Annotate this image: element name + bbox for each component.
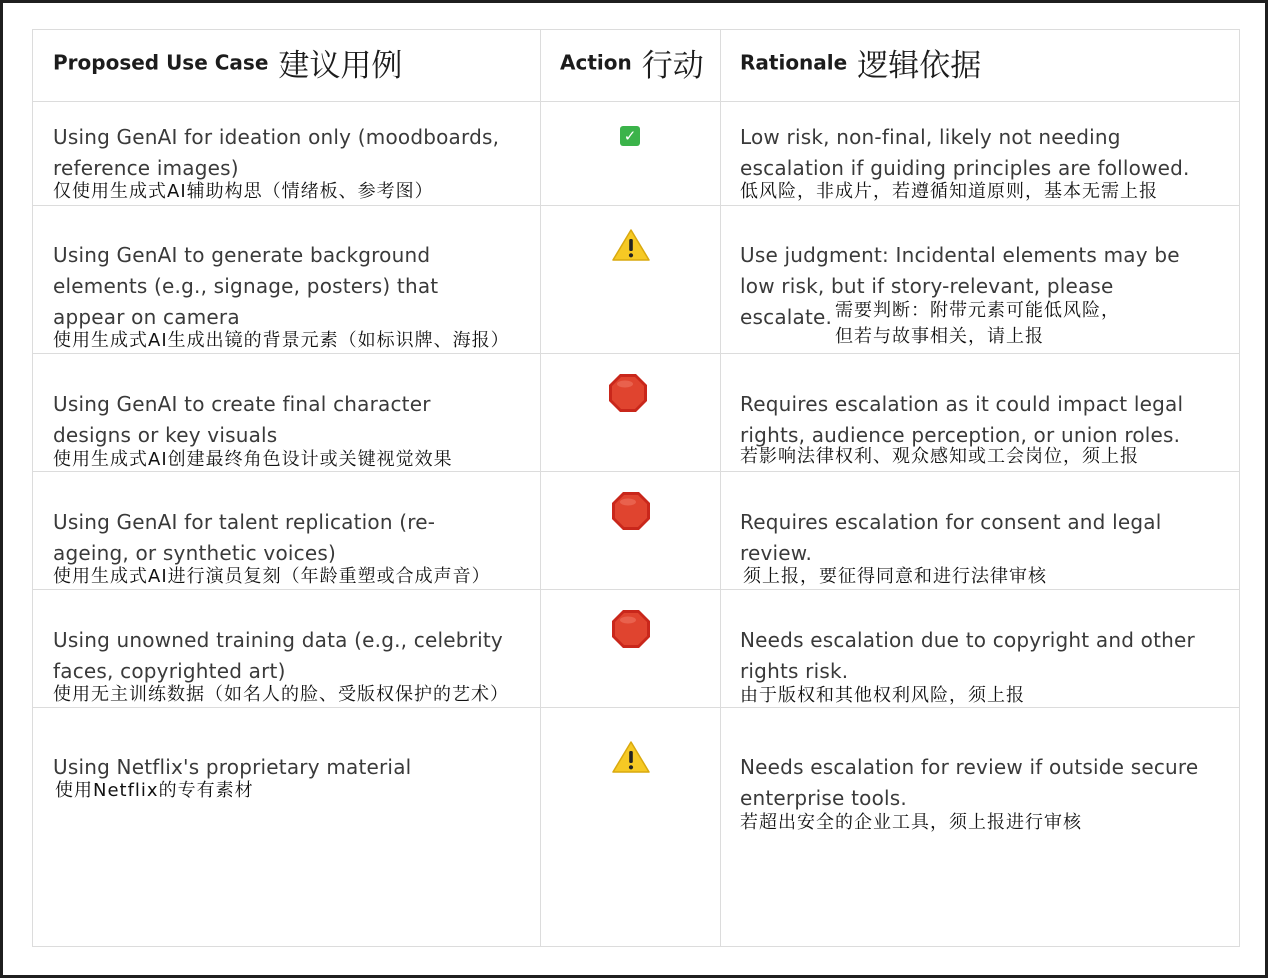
rationale-en-line: Use judgment: Incidental elements may be — [740, 243, 1180, 267]
use-case-en-line: appear on camera — [53, 305, 240, 329]
header-use-case-en: Proposed Use Case — [53, 50, 269, 75]
header-action — [560, 40, 704, 85]
header-action-zh: 行动 — [641, 48, 704, 84]
use-case-en-line: ageing, or synthetic voices) — [53, 541, 336, 565]
rationale-zh: 由于版权和其他权利风险，须上报 — [740, 685, 1025, 706]
column-divider — [540, 30, 541, 946]
use-case-zh: 使用生成式AI生成出镜的背景元素（如标识牌、海报） — [53, 330, 510, 351]
use-case-zh: 使用生成式AI创建最终角色设计或关键视觉效果 — [53, 449, 453, 470]
use-case-table — [32, 29, 1240, 947]
rationale-zh — [835, 299, 1120, 349]
rationale-zh-line: 需要判断：附带元素可能低风险， — [835, 300, 1120, 321]
use-case-en-line: Using GenAI to generate background — [53, 243, 431, 267]
use-case-en-line: elements (e.g., signage, posters) that — [53, 274, 439, 298]
use-case-zh: 使用Netflix的专有素材 — [55, 780, 254, 801]
table-row-use-case — [53, 625, 509, 707]
rationale-en-line: enterprise tools. — [740, 786, 907, 810]
rationale-en-line: Requires escalation for consent and legal — [740, 510, 1162, 534]
table-row-rationale — [740, 122, 1190, 204]
rationale-en-line: rights risk. — [740, 659, 849, 683]
use-case-en-line: designs or key visuals — [53, 423, 278, 447]
header-rationale — [740, 40, 981, 85]
rationale-en-line: Needs escalation due to copyright and other — [740, 628, 1195, 652]
use-case-en-line: faces, copyrighted art) — [53, 659, 286, 683]
use-case-zh: 使用生成式AI进行演员复刻（年龄重塑或合成声音） — [53, 566, 491, 587]
table-row-use-case — [53, 752, 411, 803]
stop-sign-icon — [611, 609, 651, 649]
table-row-use-case — [53, 507, 491, 589]
rationale-en-line: Low risk, non-final, likely not needing — [740, 125, 1121, 149]
row-divider — [33, 205, 1239, 206]
table-row-rationale — [740, 507, 1161, 589]
table-row-use-case — [53, 389, 453, 472]
row-divider — [33, 353, 1239, 354]
stop-sign-icon — [611, 491, 651, 531]
column-divider — [720, 30, 721, 946]
rationale-en-line: review. — [740, 541, 813, 565]
use-case-zh: 使用无主训练数据（如名人的脸、受版权保护的艺术） — [53, 684, 509, 705]
table-row-use-case — [53, 122, 499, 204]
use-case-en-line: reference images) — [53, 156, 239, 180]
rationale-en-line: low risk, but if story-relevant, please — [740, 274, 1114, 298]
use-case-zh: 仅使用生成式AI辅助构思（情绪板、参考图） — [53, 181, 434, 202]
rationale-en-line: Requires escalation as it could impact legal — [740, 392, 1184, 416]
table-row-rationale — [740, 389, 1183, 469]
rationale-zh-line: 但若与故事相关，请上报 — [835, 326, 1044, 347]
rationale-en-line: escalate. — [740, 305, 833, 329]
header-rationale-en: Rationale — [740, 50, 848, 75]
use-case-en-line: Using GenAI to create final character — [53, 392, 431, 416]
use-case-en-line: Using Netflix's proprietary material — [53, 755, 412, 779]
table-row-use-case — [53, 240, 510, 353]
rationale-en-line: Needs escalation for review if outside secure — [740, 755, 1199, 779]
rationale-zh: 若影响法律权利、观众感知或工会岗位，须上报 — [740, 446, 1139, 467]
use-case-en-line: Using GenAI for ideation only (moodboards, — [53, 125, 500, 149]
row-divider — [33, 589, 1239, 590]
rationale-zh: 低风险，非成片，若遵循知道原则，基本无需上报 — [740, 181, 1158, 202]
warning-icon — [611, 228, 651, 262]
rationale-zh: 须上报，要征得同意和进行法律审核 — [743, 566, 1047, 587]
header-action-en: Action — [560, 50, 632, 75]
table-row-rationale — [740, 752, 1198, 835]
stop-sign-icon — [608, 373, 648, 413]
rationale-zh: 若超出安全的企业工具，须上报进行审核 — [740, 812, 1082, 833]
header-rationale-zh: 逻辑依据 — [857, 48, 982, 84]
row-divider — [33, 101, 1239, 102]
use-case-en-line: Using unowned training data (e.g., celebrity — [53, 628, 503, 652]
rationale-en-line: rights, audience perception, or union roles. — [740, 423, 1181, 447]
warning-icon — [611, 740, 651, 774]
rationale-en-line: escalation if guiding principles are followed. — [740, 156, 1190, 180]
green-check-icon: ✓ — [620, 126, 640, 146]
header-use-case — [53, 40, 402, 85]
use-case-en-line: Using GenAI for talent replication (re- — [53, 510, 436, 534]
header-use-case-zh: 建议用例 — [278, 48, 403, 84]
table-row-rationale — [740, 625, 1195, 708]
